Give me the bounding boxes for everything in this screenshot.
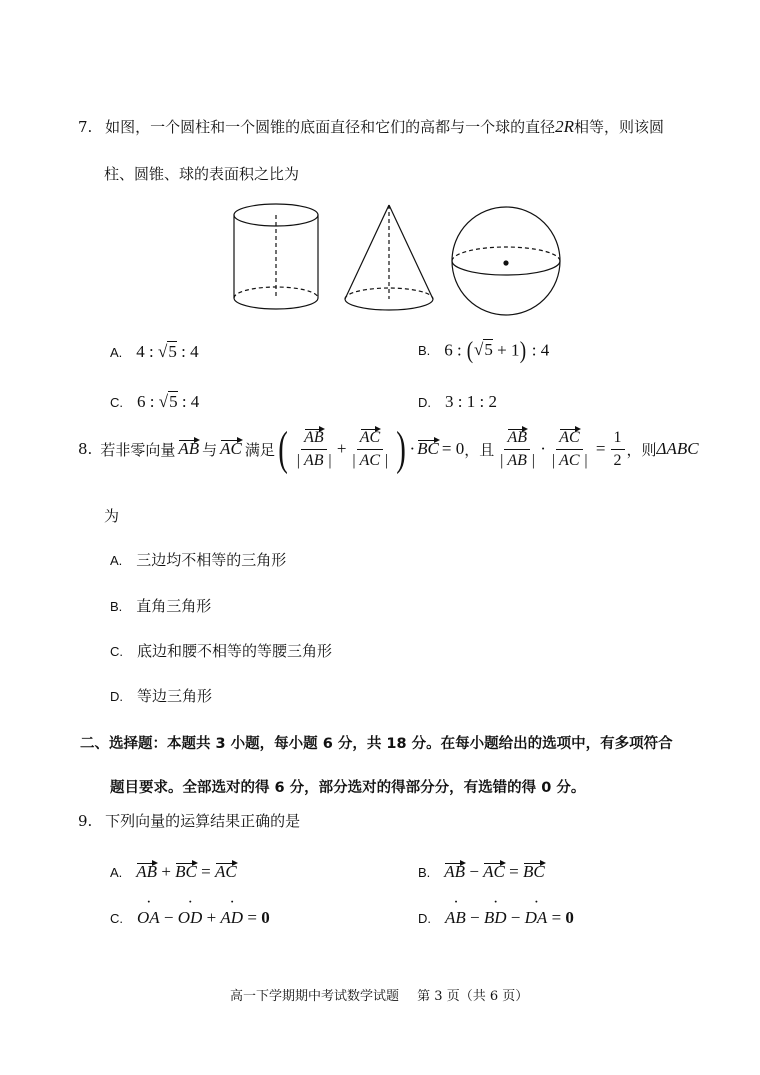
triangle-abc: ΔABC	[656, 439, 699, 458]
cone-figure	[345, 205, 433, 310]
q8-option-b[interactable]: B. 直角三角形	[110, 597, 212, 615]
cylinder-figure	[234, 204, 318, 309]
q7-option-c[interactable]: C. 6 : √5 : 4	[110, 392, 200, 411]
vec-bc: BC	[417, 439, 439, 458]
footer-page: 第 3 页（共 6 页）	[417, 989, 529, 1004]
q7-text-end: 相等，则该圆	[574, 118, 665, 136]
sphere-figure	[452, 207, 560, 315]
q7-line2: 柱、圆锥、球的表面积之比为	[104, 165, 300, 183]
q9-stem: 9. 下列向量的运算结果正确的是	[78, 812, 301, 830]
page-footer	[230, 985, 528, 1004]
q8-number: 8.	[78, 440, 93, 458]
q7-figure	[225, 195, 565, 320]
q8-option-d[interactable]: D. 等边三角形	[110, 687, 213, 705]
q7-line1	[78, 116, 664, 137]
q8-line2: 为	[104, 507, 120, 525]
vec-ab: AB	[178, 439, 200, 458]
footer-title: 高一下学期期中考试数学试题	[230, 989, 400, 1004]
section2-line2: 题目要求。全部选对的得 6 分，部分选对的得部分分，有选错的得 0 分。	[110, 780, 586, 796]
q7-text: 如图，一个圆柱和一个圆锥的底面直径和它们的高都与一个球的直径	[105, 118, 556, 136]
vec-ac: AC	[220, 439, 242, 458]
q7-diameter: 2R	[555, 117, 574, 136]
q7-option-a[interactable]: A. 4 : √5 : 4	[110, 342, 199, 361]
section2-line1: 二、选择题：本题共 3 小题，每小题 6 分，共 18 分。在每小题给出的选项中，有多项符合	[80, 736, 673, 752]
q9-option-c[interactable]: C. OA · − OD · + AD · = 0	[110, 908, 270, 928]
q7-option-d[interactable]: D. 3 : 1 : 2	[418, 392, 497, 411]
q7-number: 7.	[78, 118, 93, 136]
q8-option-c[interactable]: C. 底边和腰不相等的等腰三角形	[110, 642, 333, 660]
q9-option-a[interactable]: A. AB + BC = AC	[110, 862, 237, 881]
q9-number: 9.	[78, 812, 93, 830]
q9-option-d[interactable]: D. AB · − BD · − DA · = 0	[418, 908, 574, 928]
q8-option-a[interactable]: A. 三边均不相等的三角形	[110, 551, 287, 569]
q7-option-b[interactable]: B. 6 : (√5 + 1) : 4	[418, 338, 550, 364]
q9-option-b[interactable]: B. AB − AC = BC	[418, 862, 545, 881]
q8-line1: 8. 若非零向量 AB 与 AC 满足 ( $\frac{AB}{| AB |}$ + $\frac{AC}{| AC |}$ ) · BC = 0 ，且 $\frac{AB}{| AB |}$ · $\frac{AC}{| AC |}$ = $\frac{1}{2}$ ，则 ΔABC	[78, 422, 699, 475]
